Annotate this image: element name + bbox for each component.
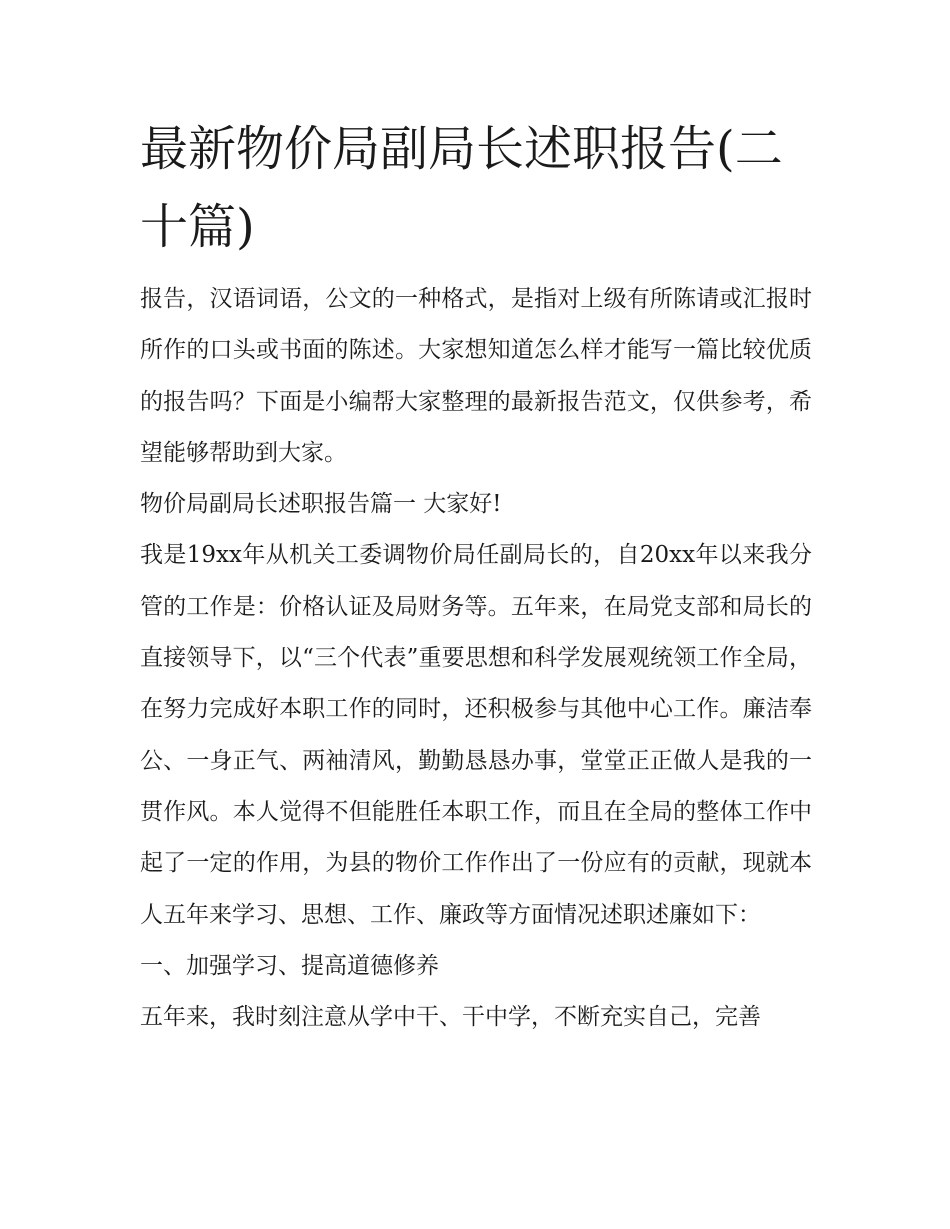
document-page (140, 110, 812, 1043)
body-paragraph: 我是19xx年从机关工委调物价局任副局长的，自20xx年以来我分管的工作是：价格认证及局财务等。五年来，在局党支部和局长的直接领导下，以“三个代表”重要思想和科学发展观统领工作全局，在努力完成好本职工作的同时，还积极参与其他中心工作。廉洁奉公、一身正气、两袖清风，勤勤恳恳办事，堂堂正正做人是我的一贯作风。本人觉得不但能胜任本职工作，而且在全局的整体工作中起了一定的作用，为县的物价工作作出了一份应有的贡献，现就本人五年来学习、思想、工作、廉政等方面情况述职述廉如下： (140, 542, 812, 928)
section-heading-report-one: 物价局副局长述职报告篇一 大家好! (140, 491, 502, 518)
section-heading-study: 一、加强学习、提高道德修养 (140, 952, 439, 979)
document-title: 最新物价局副局长述职报告(二十篇) (140, 121, 783, 255)
body-paragraph-continued: 五年来，我时刻注意从学中干、干中学，不断充实自己，完善 (140, 1004, 761, 1031)
intro-paragraph: 报告，汉语词语，公文的一种格式，是指对上级有所陈请或汇报时所作的口头或书面的陈述。大家想知道怎么样才能写一篇比较优质的报告吗？下面是小编帮大家整理的最新报告范文，仅供参考，希望能够帮助到大家。 (140, 286, 812, 466)
